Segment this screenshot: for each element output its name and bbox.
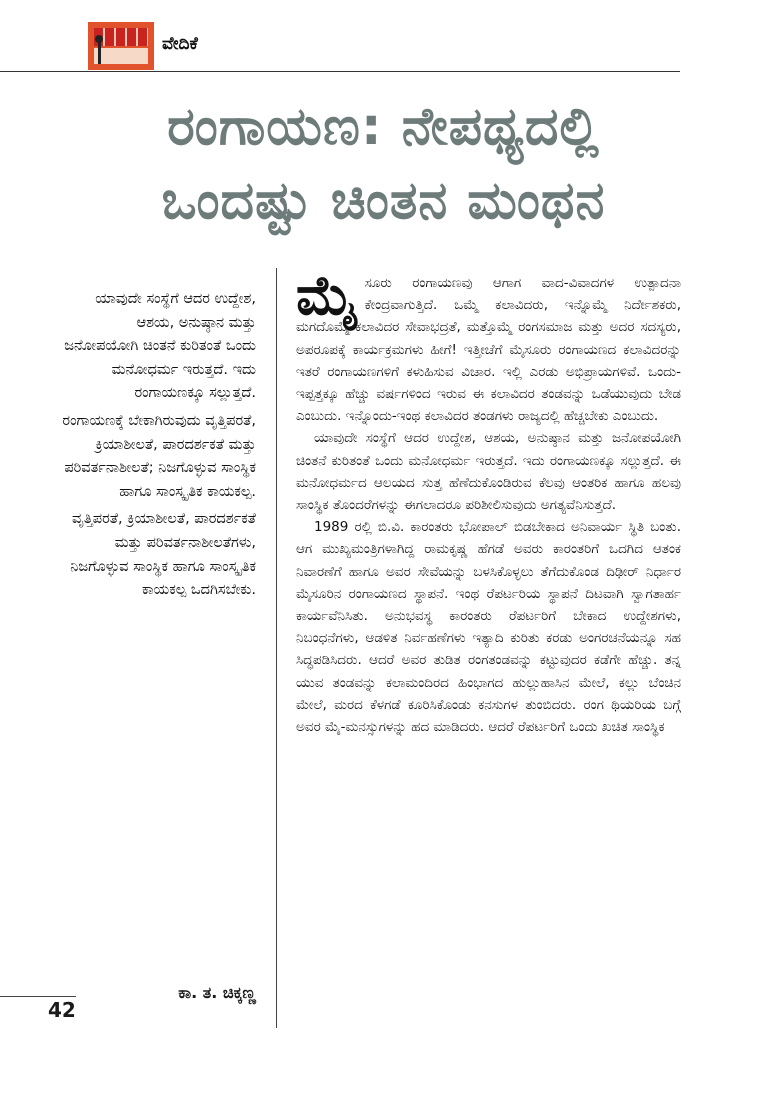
section-logo bbox=[88, 22, 154, 70]
author-name: ಕಾ. ತ. ಚಿಕ್ಕಣ್ಣ bbox=[178, 983, 256, 1002]
article-body bbox=[296, 264, 681, 738]
body-paragraph bbox=[296, 264, 681, 427]
pull-quote-paragraph: ಯಾವುದೇ ಸಂಸ್ಥೆಗೆ ಆದರ ಉದ್ದೇಶ, ಆಶಯ, ಅನುಷ್ಠಾನ ಮತ್ತು ಜನೋಪಯೋಗಿ ಚಿಂತನೆ ಕುರಿತಂತೆ ಒಂದು ಮನೋಧರ್ಮ ಇರುತ್ತದೆ. ಇದು ರಂಗಾಯಣಕ್ಕೂ ಸಲ್ಲುತ್ತದೆ. bbox=[64, 291, 256, 402]
body-paragraph: 1989 ರಲ್ಲಿ ಬಿ.ವಿ. ಕಾರಂತರು ಭೋಪಾಲ್ ಬಿಡಬೇಕಾದ ಅನಿವಾರ್ಯ ಸ್ಥಿತಿ ಬಂತು. ಆಗ ಮುಖ್ಯಮಂತ್ರಿಗಳಾಗಿದ್ದ ರಾಮಕೃಷ್ಣ ಹೆಗಡೆ ಅವರು ಕಾರಂತರಿಗೆ ಒದಗಿದ ಆತಂಕ ನಿವಾರಣೆಗೆ ಹಾಗೂ ಅವರ ಸೇವೆಯನ್ನು ಬಳಸಿಕೊಳ್ಳಲು ತೆಗೆದುಕೊಂಡ ದಿಢೀರ್ ನಿರ್ಧಾರ ಮೈಸೂರಿನ ರಂಗಾಯಣದ ಸ್ಥಾಪನೆ. ಇಂಥ ರೆಪರ್ಟರಿಯ ಸ್ಥಾಪನೆ ದಿಟವಾಗಿ ಸ್ವಾಗತಾರ್ಹ ಕಾರ್ಯವೆನಿಸಿತು. ಅನುಭವಸ್ಥ ಕಾರಂತರು ರೆಪರ್ಟರಿಗೆ ಬೇಕಾದ ಉದ್ದೇಶಗಳು, ನಿಬಂಧನೆಗಳು, ಆಡಳಿತ ನಿರ್ವಹಣೆಗಳು ಇತ್ಯಾದಿ ಕುರಿತು ಕರಡು ಅಂಗರಚನೆಯನ್ನೂ ಸಹ ಸಿದ್ಧಪಡಿಸಿದರು. ಆದರೆ ಅವರ ತುಡಿತ ರಂಗತಂಡವನ್ನು ಕಟ್ಟುವುದರ ಕಡೆಗೇ ಹೆಚ್ಚು. ತನ್ನ ಯುವ ತಂಡವನ್ನು ಕಲಾಮಂದಿರದ ಹಿಂಭಾಗದ ಹುಲ್ಲುಹಾಸಿನ ಮೇಲೆ, ಕಲ್ಲು ಬೆಂಚಿನ ಮೇಲೆ, ಮರದ ಕೆಳಗಡೆ ಕೂರಿಸಿಕೊಂಡು ಕನಸುಗಳ ತುಂಬಿದರು. ರಂಗ ಥಿಯರಿಯ ಬಗ್ಗೆ ಅವರ ಮೈ-ಮನಸ್ಸುಗಳನ್ನು ಹದ ಮಾಡಿದರು. ಆದರೆ ರೆಪರ್ಟರಿಗೆ ಒಂದು ಖಚಿತ ಸಾಂಸ್ಥಿಕ bbox=[296, 519, 681, 736]
microphone-icon bbox=[98, 40, 101, 64]
header-rule bbox=[0, 71, 680, 72]
page-number-rule bbox=[0, 996, 76, 997]
stage-floor-icon bbox=[94, 48, 148, 64]
page-number: 42 bbox=[48, 998, 76, 1022]
title-line: ಒಂದಷ್ಟು ಚಿಂತನ ಮಂಥನ bbox=[161, 171, 606, 231]
body-paragraph: ಯಾವುದೇ ಸಂಸ್ಥೆಗೆ ಆದರ ಉದ್ದೇಶ, ಆಶಯ, ಅನುಷ್ಠಾನ ಮತ್ತು ಜನೋಪಯೋಗಿ ಚಿಂತನೆ ಕುರಿತಂತೆ ಒಂದು ಮನೋಧರ್ಮ ಇರುತ್ತದೆ. ಇದು ರಂಗಾಯಣಕ್ಕೂ ಸಲ್ಲುತ್ತದೆ. ಈ ಮನೋಧರ್ಮದ ಆಲಯದ ಸುತ್ತ ಹೆಣೆದುಕೊಂಡಿರುವ ಕೆಲವು ಆಂತರಿಕ ಹಾಗೂ ಹಲವು ಸಾಂಸ್ಥಿಕ ತೊಂದರೆಗಳನ್ನು ಈಗಲಾದರೂ ಪರಿಶೀಲಿಸುವುದು ಅಗತ್ಯವೆನಿಸುತ್ತದೆ. bbox=[296, 430, 681, 514]
section-label: ವೇದಿಕೆ bbox=[162, 34, 198, 54]
drop-cap: ಮೈ bbox=[296, 264, 359, 327]
article-title bbox=[0, 90, 767, 238]
pull-quote-paragraph: ರಂಗಾಯಣಕ್ಕೆ ಬೇಕಾಗಿರುವುದು ವೃತ್ತಿಪರತೆ, ಕ್ರಿಯಾಶೀಲತೆ, ಪಾರದರ್ಶಕತೆ ಮತ್ತು ಪರಿವರ್ತನಾಶೀಲತೆ; ನಿಜಗೊಳ್ಳುವ ಸಾಂಸ್ಥಿಕ ಹಾಗೂ ಸಾಂಸ್ಕೃತಿಕ ಕಾಯಕಲ್ಪ. bbox=[62, 412, 256, 500]
title-line: ರಂಗಾಯಣ: ನೇಪಥ್ಯದಲ್ಲಿ bbox=[167, 97, 600, 157]
pull-quote-paragraph: ವೃತ್ತಿಪರತೆ, ಕ್ರಿಯಾಶೀಲತೆ, ಪಾರದರ್ಶಕತೆ ಮತ್ತು ಪರಿವರ್ತನಾಶೀಲತೆಗಳು, ನಿಜಗೊಳ್ಳುವ ಸಾಂಸ್ಥಿಕ ಹಾಗೂ ಸಾಂಸ್ಕೃತಿಕ ಕಾಯಕಲ್ಪ ಒದಗಿಸಬೇಕು. bbox=[70, 511, 256, 599]
body-paragraph-text: ಸೂರು ರಂಗಾಯಣವು ಆಗಾಗ ವಾದ-ವಿವಾದಗಳ ಉತ್ಪಾದನಾ ಕೇಂದ್ರವಾಗುತ್ತಿದೆ. ಒಮ್ಮೆ ಕಲಾವಿದರು, ಇನ್ನೊಮ್ಮೆ ನಿರ್ದೇಶಕರು, ಮಗದೊಮ್ಮೆ ಕಲಾವಿದರ ಸೇವಾಭದ್ರತೆ, ಮತ್ತೊಮ್ಮೆ ರಂಗಸಮಾಜ ಮತ್ತು ಅದರ ಸದಸ್ಯರು, ಅಪರೂಪಕ್ಕೆ ಕಾರ್ಯಕ್ರಮಗಳು ಹೀಗೆ! ಇತ್ತೀಚೆಗೆ ಮೈಸೂರು ರಂಗಾಯಣದ ಕಲಾವಿದರನ್ನು ಇತರೆ ರಂಗಾಯಣಗಳಿಗೆ ಕಳುಹಿಸುವ ವಿಚಾರ. ಇಲ್ಲಿ ಎರಡು ಅಭಿಪ್ರಾಯಗಳಿವೆ. ಒಂದು-ಇಪ್ಪತ್ತಕ್ಕೂ ಹೆಚ್ಚು ವರ್ಷಗಳಿಂದ ಇರುವ ಈ ಕಲಾವಿದರ ತಂಡವನ್ನು ಒಡೆಯುವುದು ಬೇಡ ಎಂಬುದು. ಇನ್ನೊಂದು-ಇಂಥ ಕಲಾವಿದರ ತಂಡಗಳು ರಾಜ್ಯದಲ್ಲಿ ಹೆಚ್ಚಬೇಕು ಎಂಬುದು. bbox=[296, 275, 681, 425]
pull-quote bbox=[60, 288, 256, 607]
column-divider bbox=[276, 268, 277, 1028]
